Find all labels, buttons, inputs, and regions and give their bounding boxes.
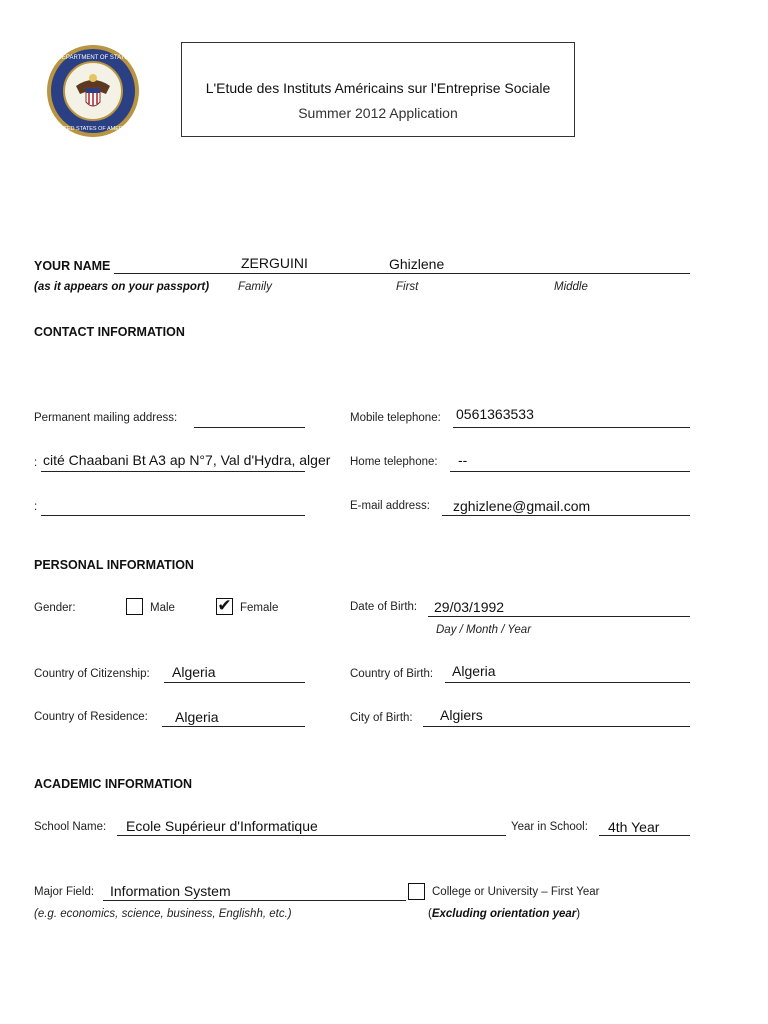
major-field-label: Major Field: (34, 886, 95, 898)
dob-hint: Day / Month / Year (436, 624, 532, 636)
personal-heading: PERSONAL INFORMATION (34, 558, 194, 572)
passport-hint: (as it appears on your passport) (34, 281, 210, 293)
first-label: First (396, 281, 419, 293)
address-line-3-prefix: : (34, 501, 38, 513)
form-title: L'Etude des Instituts Américains sur l'Entreprise Sociale (205, 80, 551, 96)
birth-country-label: Country of Birth: (350, 668, 434, 680)
citizenship-field[interactable]: Algeria (172, 664, 216, 680)
department-of-state-seal (46, 44, 140, 138)
year-in-school-label: Year in School: (511, 821, 588, 833)
year-in-school-line (599, 835, 690, 836)
excluding-close-paren: ) (576, 908, 581, 920)
mobile-label: Mobile telephone: (350, 412, 441, 424)
middle-label: Middle (554, 281, 588, 293)
home-phone-line (450, 471, 690, 472)
mobile-field[interactable]: 0561363533 (456, 406, 534, 422)
home-phone-field[interactable]: -- (458, 452, 468, 468)
female-label: Female (240, 602, 279, 614)
address-line-3 (41, 515, 305, 516)
mobile-line (453, 427, 690, 428)
dob-label: Date of Birth: (350, 601, 418, 613)
citizenship-line (164, 682, 305, 683)
form-subtitle: Summer 2012 Application (298, 105, 458, 121)
year-in-school-field[interactable]: 4th Year (608, 819, 660, 835)
major-field-input[interactable]: Information System (110, 883, 231, 899)
your-name-label: YOUR NAME (34, 259, 111, 273)
dob-field[interactable]: 29/03/1992 (434, 599, 505, 615)
family-label: Family (238, 281, 272, 293)
school-name-label: School Name: (34, 821, 107, 833)
birth-city-field[interactable]: Algiers (440, 707, 483, 723)
svg-text:DEPARTMENT OF STATE: DEPARTMENT OF STATE (57, 55, 129, 61)
contact-heading: CONTACT INFORMATION (34, 325, 185, 339)
major-field-hint: (e.g. economics, science, business, Englishh, etc.) (34, 908, 292, 920)
citizenship-label: Country of Citizenship: (34, 668, 150, 680)
family-name-field[interactable]: ZERGUINI (241, 255, 308, 271)
school-name-line (117, 835, 506, 836)
school-name-field[interactable]: Ecole Supérieur d'Informatique (126, 818, 318, 834)
home-phone-label: Home telephone: (350, 456, 438, 468)
birth-country-line (445, 682, 690, 683)
address-line-2 (41, 471, 305, 472)
male-checkbox[interactable] (126, 598, 143, 615)
birth-country-field[interactable]: Algeria (452, 663, 496, 679)
address-line-1 (194, 427, 305, 428)
excluding-orientation-text: Excluding orientation year (431, 908, 577, 920)
svg-text:UNITED STATES OF AMERICA: UNITED STATES OF AMERICA (53, 126, 133, 132)
academic-heading: ACADEMIC INFORMATION (34, 777, 193, 791)
residence-line (162, 726, 305, 727)
dob-line (428, 616, 690, 617)
address-line-2-prefix: : (34, 457, 38, 469)
email-label: E-mail address: (350, 500, 430, 512)
female-check-mark: ✔ (217, 596, 232, 615)
excluding-orientation-note (428, 908, 580, 920)
major-field-line (103, 900, 406, 901)
excluding-open-paren: ( (428, 908, 432, 920)
birth-city-line (423, 726, 690, 727)
first-year-label: College or University – First Year (432, 886, 600, 898)
name-line (114, 273, 690, 274)
residence-field[interactable]: Algeria (175, 709, 219, 725)
title-box (181, 42, 575, 137)
birth-city-label: City of Birth: (350, 712, 413, 724)
first-name-field[interactable]: Ghizlene (389, 256, 445, 272)
first-year-checkbox[interactable] (408, 883, 425, 900)
address-field-2[interactable]: cité Chaabani Bt A3 ap N°7, Val d'Hydra, alger (43, 452, 331, 468)
female-checkbox[interactable] (216, 598, 233, 615)
residence-label: Country of Residence: (34, 711, 148, 723)
address-label: Permanent mailing address: (34, 412, 178, 424)
male-label: Male (150, 602, 175, 614)
gender-label: Gender: (34, 602, 76, 614)
email-field[interactable]: zghizlene@gmail.com (453, 498, 591, 514)
email-line (442, 515, 690, 516)
